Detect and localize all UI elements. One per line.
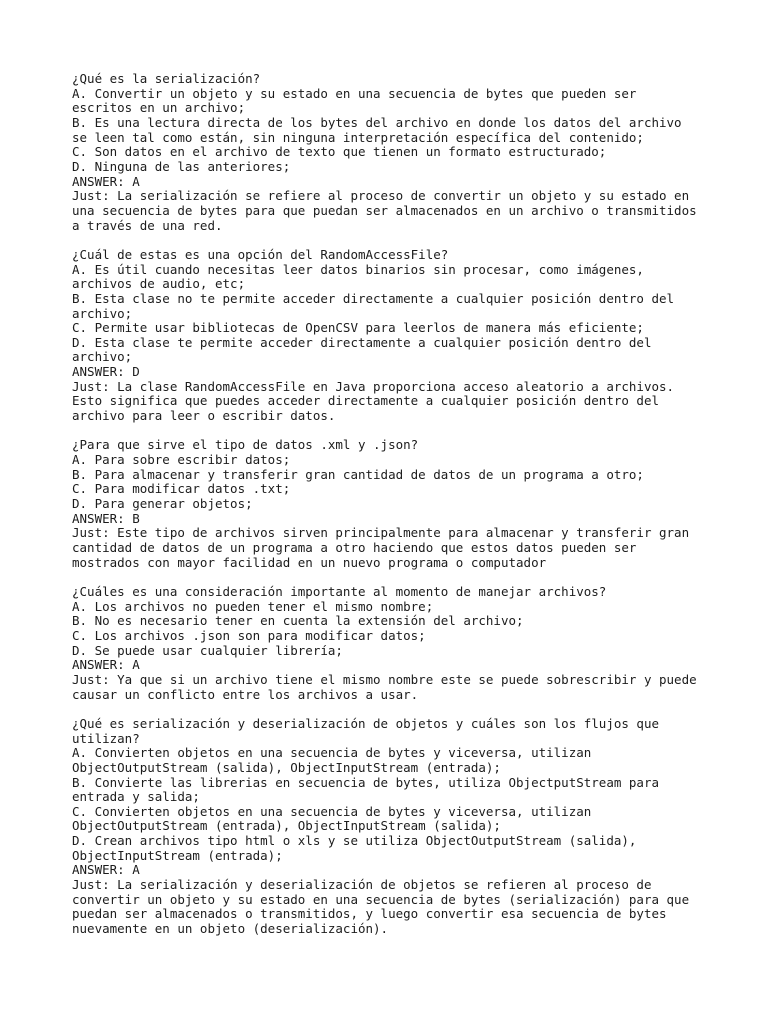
option-line: A. Convierten objetos en una secuencia de bytes y viceversa, utilizan xyxy=(72,745,592,761)
option-c xyxy=(72,629,752,644)
option-line: D. Para generar objetos; xyxy=(72,496,253,512)
question-block-5 xyxy=(72,717,752,937)
document-body xyxy=(72,72,752,951)
option-line: D. Crean archivos tipo html o xls y se utiliza ObjectOutputStream (salida), xyxy=(72,833,637,849)
option-a xyxy=(72,87,752,116)
answer-line: ANSWER: A xyxy=(72,862,140,878)
option-b xyxy=(72,292,752,321)
justification-line: mostrados con mayor facilidad en un nuevo programa o computador xyxy=(72,554,547,570)
option-line: D. Se puede usar cualquier librería; xyxy=(72,642,343,658)
option-a xyxy=(72,453,752,468)
option-line: archivo; xyxy=(72,305,133,321)
option-a xyxy=(72,263,752,292)
option-line: ObjectInputStream (entrada); xyxy=(72,847,283,863)
option-a xyxy=(72,600,752,615)
option-line: B. No es necesario tener en cuenta la extensión del archivo; xyxy=(72,613,524,629)
justification xyxy=(72,673,752,702)
justification xyxy=(72,189,752,233)
answer-line: ANSWER: A xyxy=(72,173,140,189)
question-line: ¿Qué es serialización y deserialización de objetos y cuáles son los flujos que xyxy=(72,715,659,731)
question-text: ¿Para que sirve el tipo de datos .xml y .json? xyxy=(72,437,419,453)
justification-line: puedan ser almacenados o transmitidos, y luego convertir esa secuencia de bytes xyxy=(72,906,667,922)
option-line: B. Para almacenar y transferir gran cantidad de datos de un programa a otro; xyxy=(72,466,644,482)
option-line: A. Para sobre escribir datos; xyxy=(72,452,291,468)
option-line: C. Convierten objetos en una secuencia de bytes y viceversa, utilizan xyxy=(72,803,592,819)
question-line: utilizan? xyxy=(72,730,140,746)
option-line: entrada y salida; xyxy=(72,789,200,805)
answer-line: ANSWER: D xyxy=(72,364,140,380)
justification-line: archivo para leer o escribir datos. xyxy=(72,408,336,424)
option-d xyxy=(72,336,752,365)
justification xyxy=(72,526,752,570)
question-block-1 xyxy=(72,72,752,233)
justification-line: una secuencia de bytes para que puedan ser almacenados en un archivo o transmitidos xyxy=(72,202,697,218)
justification-line: Just: La serialización se refiere al proceso de convertir un objeto y su estado en xyxy=(72,188,690,204)
option-line: B. Es una lectura directa de los bytes del archivo en donde los datos del archivo xyxy=(72,114,682,130)
option-d xyxy=(72,834,752,863)
option-line: C. Son datos en el archivo de texto que tienen un formato estructurado; xyxy=(72,144,607,160)
question-text xyxy=(72,717,752,746)
option-line: archivos de audio, etc; xyxy=(72,276,246,292)
option-b xyxy=(72,614,752,629)
option-line: A. Es útil cuando necesitas leer datos binarios sin procesar, como imágenes, xyxy=(72,261,644,277)
question-text: ¿Qué es la serialización? xyxy=(72,71,261,86)
option-d xyxy=(72,160,752,175)
question-block-4 xyxy=(72,585,752,702)
option-c xyxy=(72,805,752,834)
option-line: ObjectOutputStream (entrada), ObjectInputStream (salida); xyxy=(72,818,501,834)
option-line: escritos en un archivo; xyxy=(72,100,246,116)
question-text: ¿Cuáles es una consideración importante al momento de manejar archivos? xyxy=(72,583,607,599)
option-c xyxy=(72,321,752,336)
justification xyxy=(72,878,752,937)
answer-line: ANSWER: B xyxy=(72,510,140,526)
option-c xyxy=(72,145,752,160)
option-line: C. Los archivos .json son para modificar datos; xyxy=(72,627,426,643)
option-line: D. Esta clase te permite acceder directamente a cualquier posición dentro del xyxy=(72,334,652,350)
option-line: D. Ninguna de las anteriores; xyxy=(72,158,291,174)
option-line: C. Para modificar datos .txt; xyxy=(72,481,291,497)
justification-line: causar un conflicto entre los archivos a usar. xyxy=(72,686,419,702)
option-d xyxy=(72,497,752,512)
option-d xyxy=(72,644,752,659)
option-a xyxy=(72,746,752,775)
question-block-3 xyxy=(72,438,752,570)
answer-line: ANSWER: A xyxy=(72,657,140,673)
justification-line: Just: La clase RandomAccessFile en Java proporciona acceso aleatorio a archivos. xyxy=(72,378,675,394)
justification-line: cantidad de datos de un programa a otro haciendo que estos datos pueden ser xyxy=(72,540,637,555)
justification-line: nuevamente en un objeto (deserialización). xyxy=(72,921,389,937)
justification xyxy=(72,380,752,424)
option-line: archivo; xyxy=(72,349,133,365)
justification-line: Just: Ya que si un archivo tiene el mismo nombre este se puede sobrescribir y puede xyxy=(72,671,697,687)
option-line: B. Convierte las librerias en secuencia de bytes, utiliza ObjectputStream para xyxy=(72,774,659,790)
option-b xyxy=(72,116,752,145)
option-line: B. Esta clase no te permite acceder directamente a cualquier posición dentro del xyxy=(72,290,675,306)
option-line: A. Convertir un objeto y su estado en una secuencia de bytes que pueden ser xyxy=(72,85,637,101)
justification-line: Esto significa que puedes acceder directamente a cualquier posición dentro del xyxy=(72,393,659,409)
option-line: ObjectOutputStream (salida), ObjectInputStream (entrada); xyxy=(72,759,501,775)
justification-line: Just: La serialización y deserialización de objetos se refieren al proceso de xyxy=(72,877,652,893)
option-line: C. Permite usar bibliotecas de OpenCSV para leerlos de manera más eficiente; xyxy=(72,320,644,336)
option-line: se leen tal como están, sin ninguna interpretación específica del contenido; xyxy=(72,129,644,145)
justification-line: Just: Este tipo de archivos sirven principalmente para almacenar y transferir gran xyxy=(72,525,690,541)
option-b xyxy=(72,776,752,805)
justification-line: a través de una red. xyxy=(72,217,223,233)
justification-line: convertir un objeto y su estado en una secuencia de bytes (serialización) para que xyxy=(72,891,690,907)
option-b xyxy=(72,468,752,483)
option-line: A. Los archivos no pueden tener el mismo nombre; xyxy=(72,598,434,614)
question-block-2 xyxy=(72,248,752,424)
question-text: ¿Cuál de estas es una opción del RandomAccessFile? xyxy=(72,246,449,262)
option-c xyxy=(72,482,752,497)
